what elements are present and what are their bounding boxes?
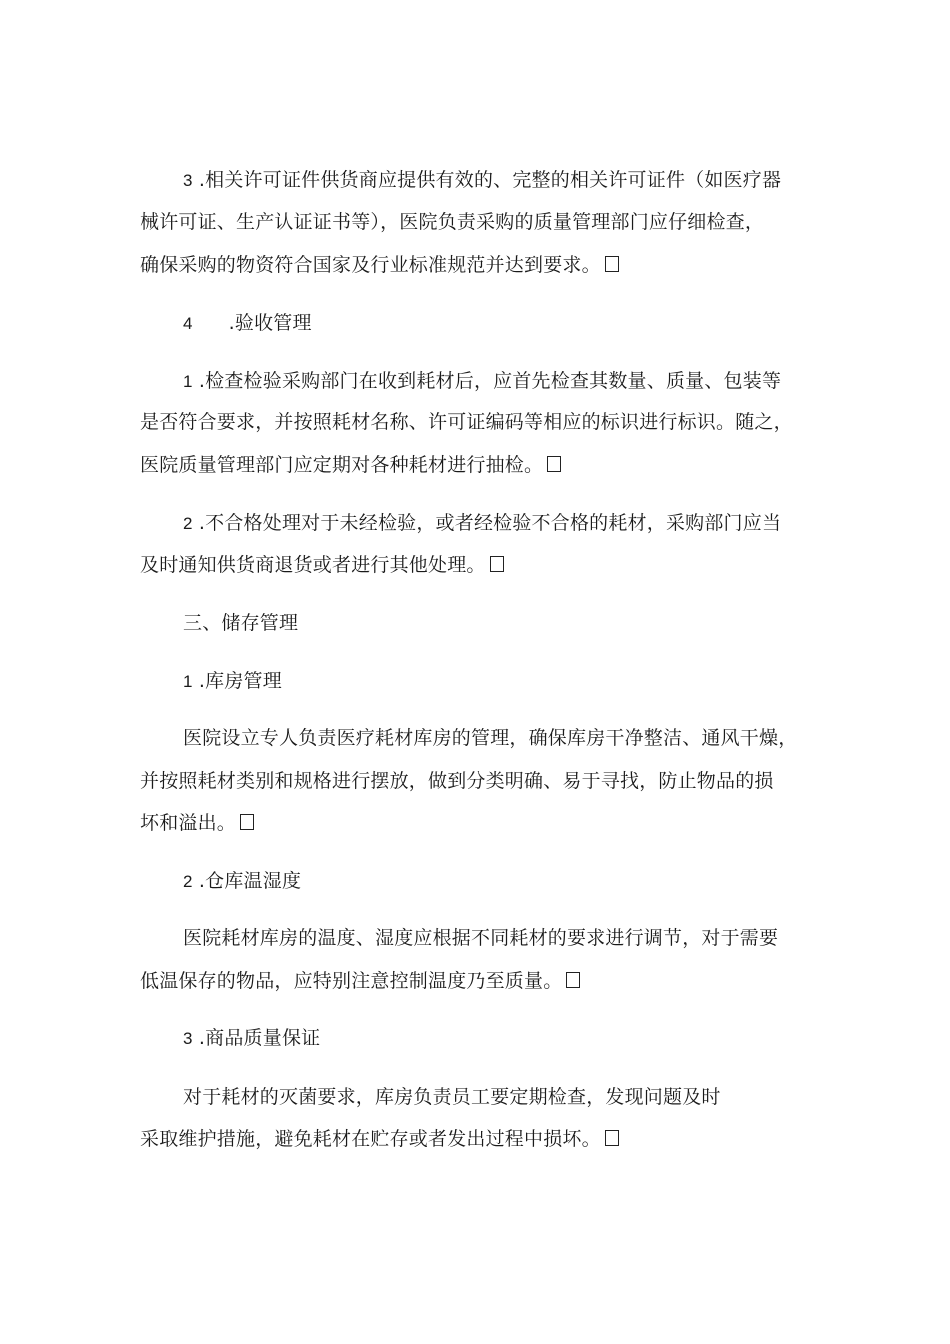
part-title: 三、储存管理 [183,612,299,634]
paragraph-text: 械许可证、生产认证证书等），医院负责采购的质量管理部门应仔细检查， [140,211,765,233]
item-number: 1 [183,372,193,391]
paragraph-text: 确保采购的物资符合国家及行业标准规范并达到要求。 [140,254,601,276]
subsection-heading [183,1024,320,1053]
paragraph-text: 医院质量管理部门应定期对各种耗材进行抽检。 [140,454,544,476]
paragraph-line [183,724,797,752]
paragraph-text: 采取维护措施，避免耗材在贮存或者发出过程中损坏。 [140,1128,601,1150]
paragraph-text: .相关许可证件供货商应提供有效的、完整的相关许可证件（如医疗器 [198,169,782,191]
subsection-heading [183,867,301,896]
item-number: 3 [183,171,193,190]
paragraph-text: 坏和溢出。 [140,812,237,834]
paragraph-text: 并按照耗材类别和规格进行摆放，做到分类明确、易于寻找，防止物品的损 [140,770,774,792]
paragraph-text: .检查检验采购部门在收到耗材后，应首先检查其数量、质量、包装等 [198,370,782,392]
paragraph-line [183,924,778,952]
paragraph-text: .不合格处理对于未经检验，或者经检验不合格的耗材，采购部门应当 [198,512,782,534]
paragraph-line [140,551,504,579]
paragraph-line [183,367,781,396]
part-heading [183,609,298,637]
checkbox-glyph-icon [240,814,254,830]
paragraph-line [183,166,781,195]
subsection-heading [183,667,282,696]
checkbox-glyph-icon [605,256,619,272]
paragraph-line [183,1083,721,1111]
paragraph-text: 对于耗材的灭菌要求，库房负责员工要定期检查，发现问题及时 [183,1086,721,1108]
paragraph-line [140,408,793,436]
paragraph-text: 及时通知供货商退货或者进行其他处理。 [140,554,486,576]
paragraph-text: 医院耗材库房的温度、湿度应根据不同耗材的要求进行调节，对于需要 [183,927,779,949]
item-number: 2 [183,514,193,533]
paragraph-line [140,208,764,236]
section-number: 4 [183,314,193,333]
paragraph-line [140,967,580,995]
checkbox-glyph-icon [566,972,580,988]
paragraph-line [140,451,561,479]
paragraph-text: 低温保存的物品，应特别注意控制温度乃至质量。 [140,970,563,992]
paragraph-line [140,809,254,837]
section-title: .验收管理 [228,312,312,334]
paragraph-line [140,1125,619,1153]
paragraph-text: 是否符合要求，并按照耗材名称、许可证编码等相应的标识进行标识。随之， [140,411,793,433]
subsection-title: .库房管理 [198,670,282,692]
item-number: 1 [183,672,193,691]
paragraph-line [140,767,774,795]
paragraph-text: 医院设立专人负责医疗耗材库房的管理，确保库房干净整洁、通风干燥， [183,727,798,749]
section-heading [183,309,312,338]
item-number: 2 [183,872,193,891]
checkbox-glyph-icon [605,1130,619,1146]
subsection-title: .商品质量保证 [198,1027,321,1049]
paragraph-line [140,251,619,279]
subsection-title: .仓库温湿度 [198,870,302,892]
checkbox-glyph-icon [547,456,561,472]
item-number: 3 [183,1029,193,1048]
checkbox-glyph-icon [490,556,504,572]
paragraph-line [183,509,781,538]
